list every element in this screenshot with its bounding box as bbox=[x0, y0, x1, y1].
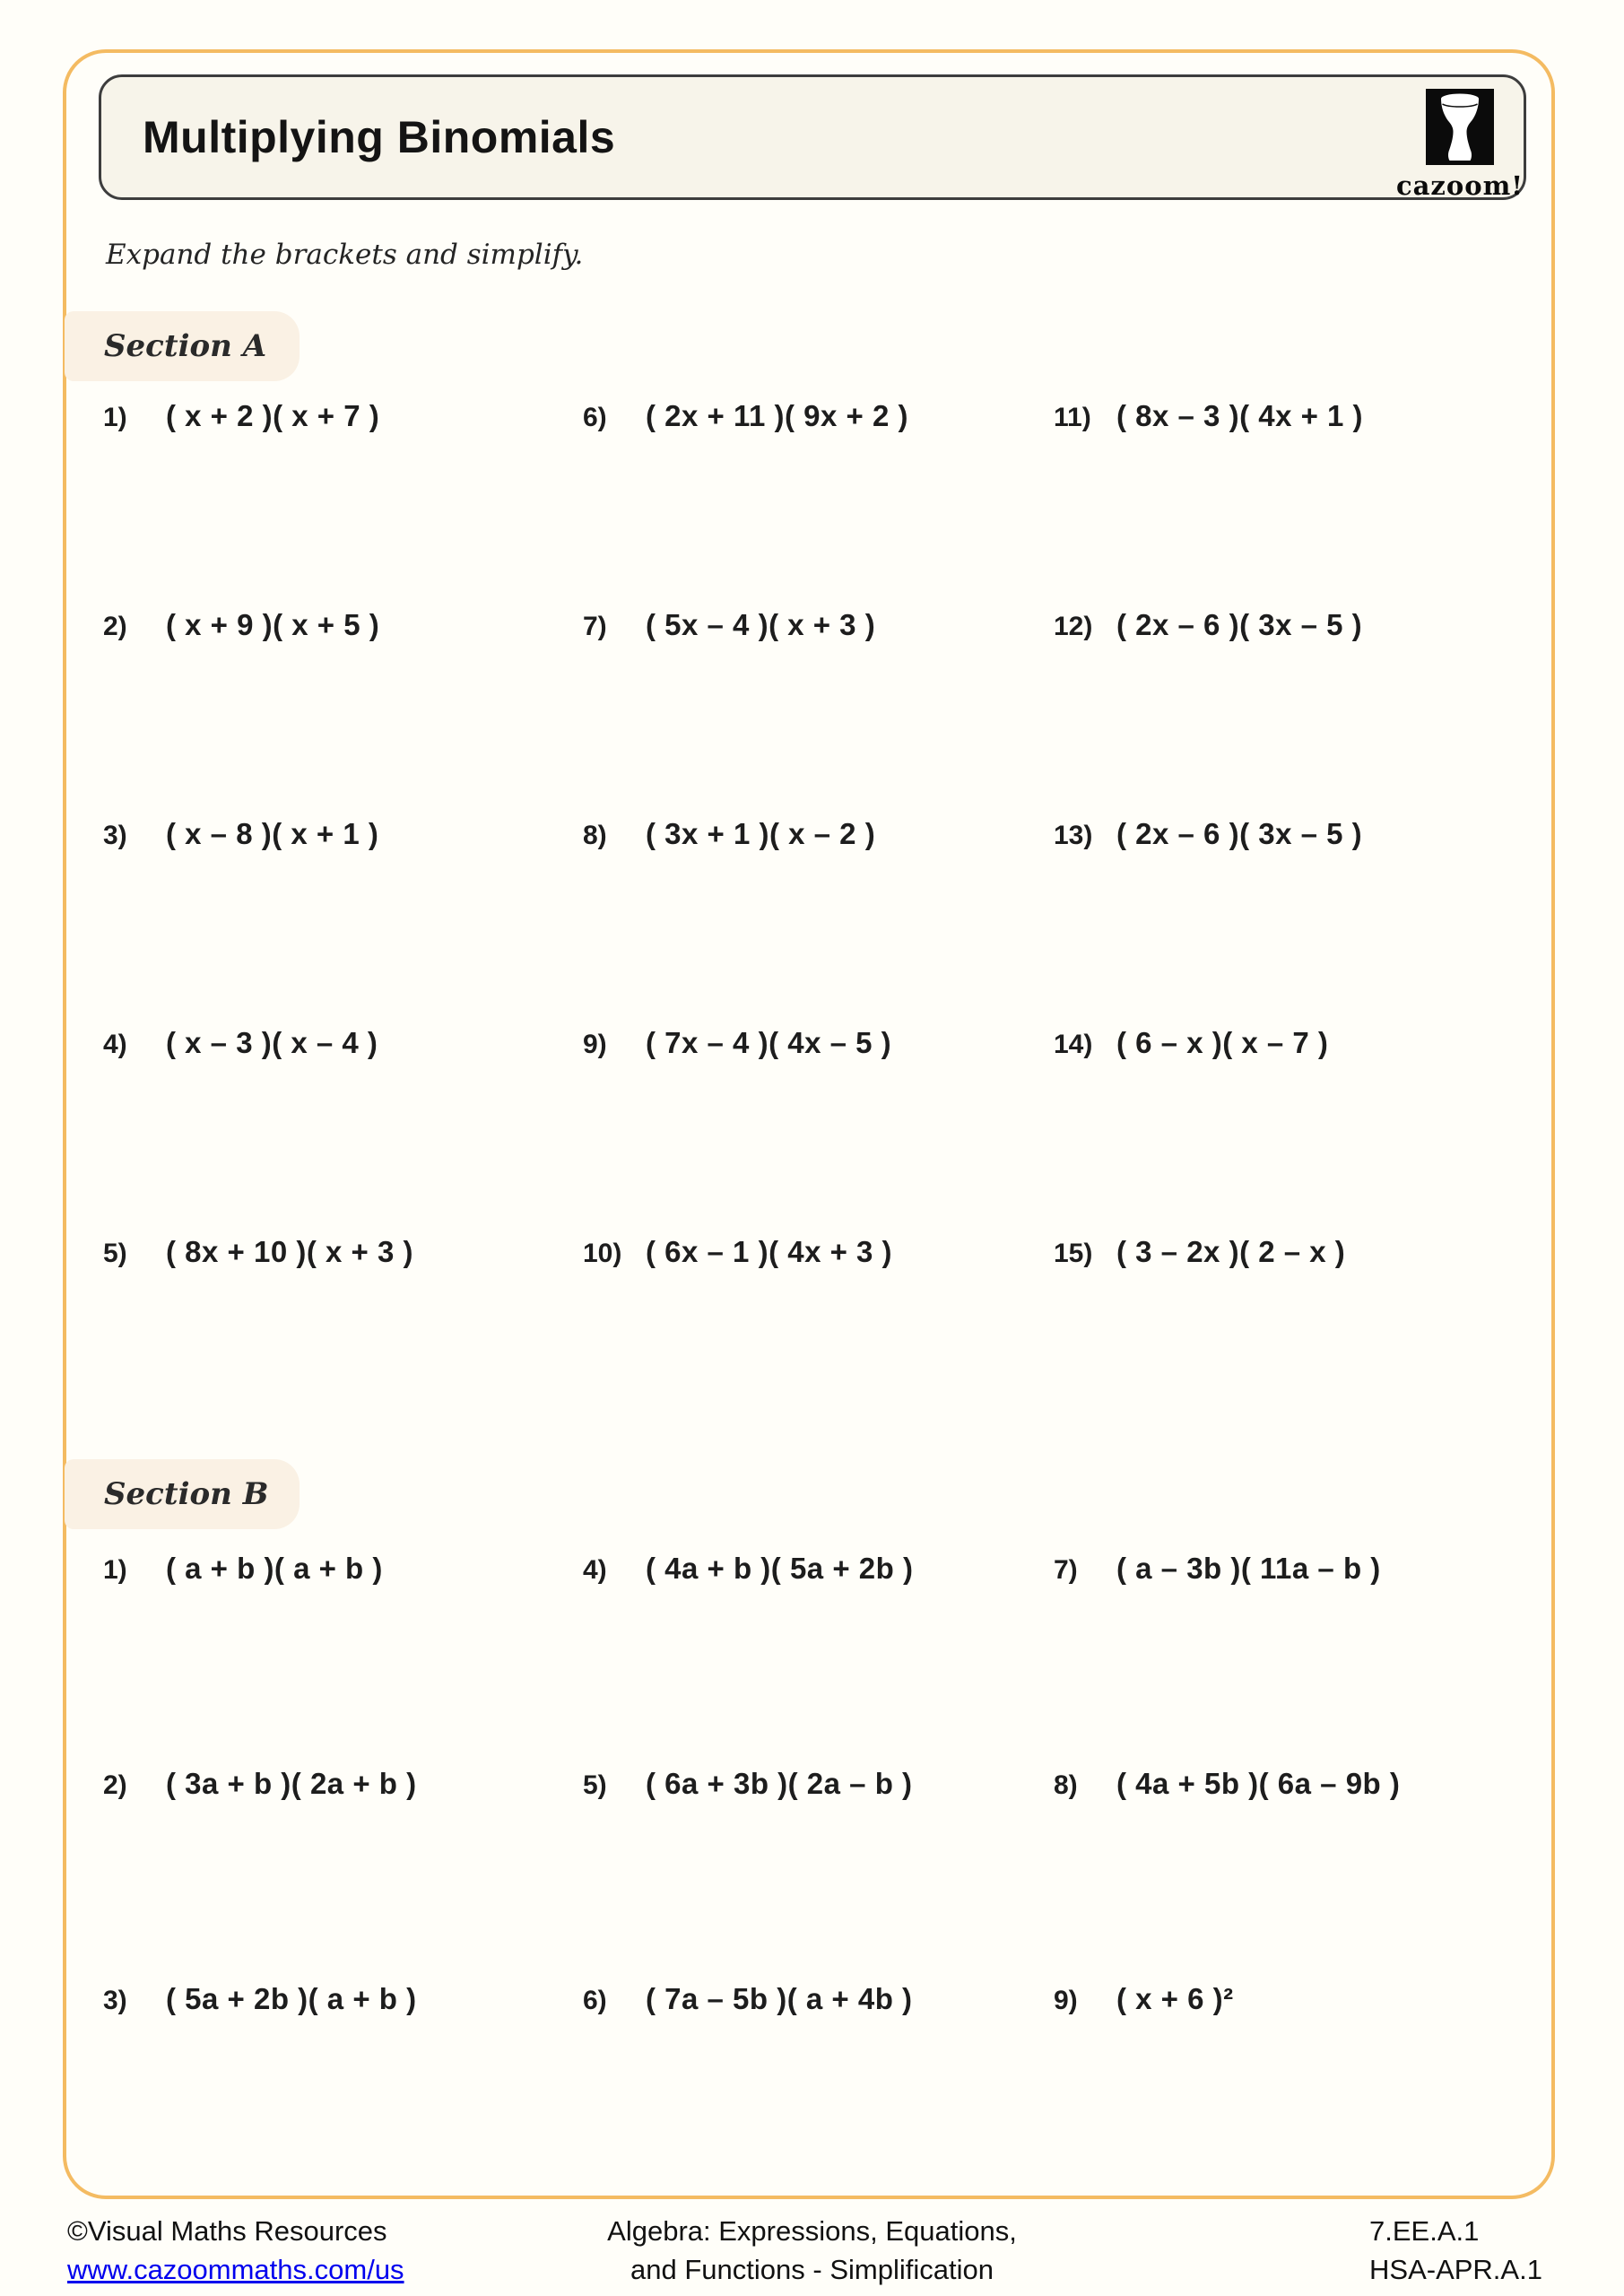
problem-b4 bbox=[583, 1552, 1063, 1767]
problem-expression: ( 5x – 4 )( x + 3 ) bbox=[646, 608, 876, 641]
cazoom-logo bbox=[1375, 89, 1545, 201]
problem-number: 14) bbox=[1054, 1030, 1093, 1059]
problem-number: 13) bbox=[1054, 821, 1093, 850]
problem-b3 bbox=[103, 1982, 583, 2197]
logo-wordmark: cazoom! bbox=[1395, 170, 1524, 201]
problem-expression: ( x + 9 )( x + 5 ) bbox=[166, 608, 380, 641]
problem-expression: ( 3a + b )( 2a + b ) bbox=[166, 1767, 417, 1800]
standard-code-1: 7.EE.A.1 bbox=[1369, 2215, 1480, 2247]
problem-b5 bbox=[583, 1767, 1063, 1982]
problem-number: 2) bbox=[103, 612, 127, 641]
section-a-pill bbox=[65, 311, 300, 381]
problem-expression: ( 3 – 2x )( 2 – x ) bbox=[1116, 1235, 1346, 1268]
problem-a4 bbox=[103, 1026, 583, 1235]
problem-number: 15) bbox=[1054, 1239, 1093, 1268]
problem-b9 bbox=[1054, 1982, 1533, 2197]
problem-number: 3) bbox=[103, 1986, 127, 2015]
problem-expression: ( 6 – x )( x – 7 ) bbox=[1116, 1026, 1329, 1059]
section-a-column-3 bbox=[1054, 399, 1533, 1444]
standard-code-2: HSA-APR.A.1 bbox=[1369, 2254, 1542, 2285]
worksheet-instruction: Expand the brackets and simplify. bbox=[106, 239, 584, 271]
section-b-column-3 bbox=[1054, 1552, 1533, 2197]
problem-a9 bbox=[583, 1026, 1063, 1235]
section-b-column-2 bbox=[583, 1552, 1063, 2197]
problem-number: 7) bbox=[583, 612, 607, 641]
problem-number: 4) bbox=[583, 1555, 607, 1585]
problem-expression: ( x + 2 )( x + 7 ) bbox=[166, 399, 380, 432]
problem-expression: ( 2x + 11 )( 9x + 2 ) bbox=[646, 399, 908, 432]
footer-standards bbox=[1369, 2212, 1542, 2289]
section-a-label: Section A bbox=[104, 328, 267, 364]
problem-number: 3) bbox=[103, 821, 127, 850]
topic-line-1: Algebra: Expressions, Equations, bbox=[607, 2215, 1017, 2247]
problem-expression: ( 2x – 6 )( 3x – 5 ) bbox=[1116, 817, 1363, 850]
problem-a14 bbox=[1054, 1026, 1533, 1235]
problem-a10 bbox=[583, 1235, 1063, 1444]
problem-a11 bbox=[1054, 399, 1533, 608]
problem-b6 bbox=[583, 1982, 1063, 2197]
problem-number: 5) bbox=[583, 1770, 607, 1800]
problem-expression: ( 4a + 5b )( 6a – 9b ) bbox=[1116, 1767, 1401, 1800]
problem-number: 10) bbox=[583, 1239, 622, 1268]
problem-number: 9) bbox=[583, 1030, 607, 1059]
problem-expression: ( 7a – 5b )( a + 4b ) bbox=[646, 1982, 913, 2015]
problem-b7 bbox=[1054, 1552, 1533, 1767]
problem-expression: ( 7x – 4 )( 4x – 5 ) bbox=[646, 1026, 892, 1059]
topic-line-2: and Functions - Simplification bbox=[630, 2254, 994, 2285]
problem-expression: ( 5a + 2b )( a + b ) bbox=[166, 1982, 417, 2015]
problem-a6 bbox=[583, 399, 1063, 608]
problem-b8 bbox=[1054, 1767, 1533, 1982]
problem-expression: ( x – 3 )( x – 4 ) bbox=[166, 1026, 378, 1059]
problem-a15 bbox=[1054, 1235, 1533, 1444]
page-title: Multiplying Binomials bbox=[143, 112, 616, 162]
problem-number: 6) bbox=[583, 1986, 607, 2015]
problem-number: 1) bbox=[103, 403, 127, 432]
section-a-column-2 bbox=[583, 399, 1063, 1444]
problem-number: 4) bbox=[103, 1030, 127, 1059]
problem-expression: ( 6x – 1 )( 4x + 3 ) bbox=[646, 1235, 893, 1268]
problem-expression: ( x + 6 )² bbox=[1116, 1982, 1234, 2015]
section-b-label: Section B bbox=[104, 1476, 269, 1512]
problem-expression: ( 6a + 3b )( 2a – b ) bbox=[646, 1767, 913, 1800]
problem-a1 bbox=[103, 399, 583, 608]
cazoom-website-link[interactable]: www.cazoommaths.com/us bbox=[67, 2254, 404, 2285]
section-b-column-1 bbox=[103, 1552, 583, 2197]
problem-a5 bbox=[103, 1235, 583, 1444]
problem-number: 5) bbox=[103, 1239, 127, 1268]
problem-a12 bbox=[1054, 608, 1533, 817]
problem-number: 8) bbox=[583, 821, 607, 850]
problem-a7 bbox=[583, 608, 1063, 817]
section-a-column-1 bbox=[103, 399, 583, 1444]
problem-expression: ( x – 8 )( x + 1 ) bbox=[166, 817, 379, 850]
problem-expression: ( a – 3b )( 11a – b ) bbox=[1116, 1552, 1381, 1585]
section-b-pill bbox=[65, 1459, 300, 1529]
problem-number: 6) bbox=[583, 403, 607, 432]
problem-number: 1) bbox=[103, 1555, 127, 1585]
problem-expression: ( 8x – 3 )( 4x + 1 ) bbox=[1116, 399, 1364, 432]
problem-b2 bbox=[103, 1767, 583, 1982]
problem-a3 bbox=[103, 817, 583, 1026]
problem-b1 bbox=[103, 1552, 583, 1767]
copyright-text: ©Visual Maths Resources bbox=[67, 2215, 387, 2247]
problem-expression: ( 2x – 6 )( 3x – 5 ) bbox=[1116, 608, 1363, 641]
problem-expression: ( 8x + 10 )( x + 3 ) bbox=[166, 1235, 413, 1268]
problem-expression: ( a + b )( a + b ) bbox=[166, 1552, 383, 1585]
problem-number: 8) bbox=[1054, 1770, 1078, 1800]
problem-number: 11) bbox=[1054, 403, 1091, 432]
problem-number: 12) bbox=[1054, 612, 1093, 641]
problem-a8 bbox=[583, 817, 1063, 1026]
problem-expression: ( 3x + 1 )( x – 2 ) bbox=[646, 817, 876, 850]
problem-a13 bbox=[1054, 817, 1533, 1026]
problem-number: 7) bbox=[1054, 1555, 1078, 1585]
worksheet-header bbox=[99, 74, 1526, 200]
problem-number: 2) bbox=[103, 1770, 127, 1800]
problem-a2 bbox=[103, 608, 583, 817]
problem-expression: ( 4a + b )( 5a + 2b ) bbox=[646, 1552, 914, 1585]
problem-number: 9) bbox=[1054, 1986, 1078, 2015]
djembe-drum-icon bbox=[1426, 89, 1494, 170]
